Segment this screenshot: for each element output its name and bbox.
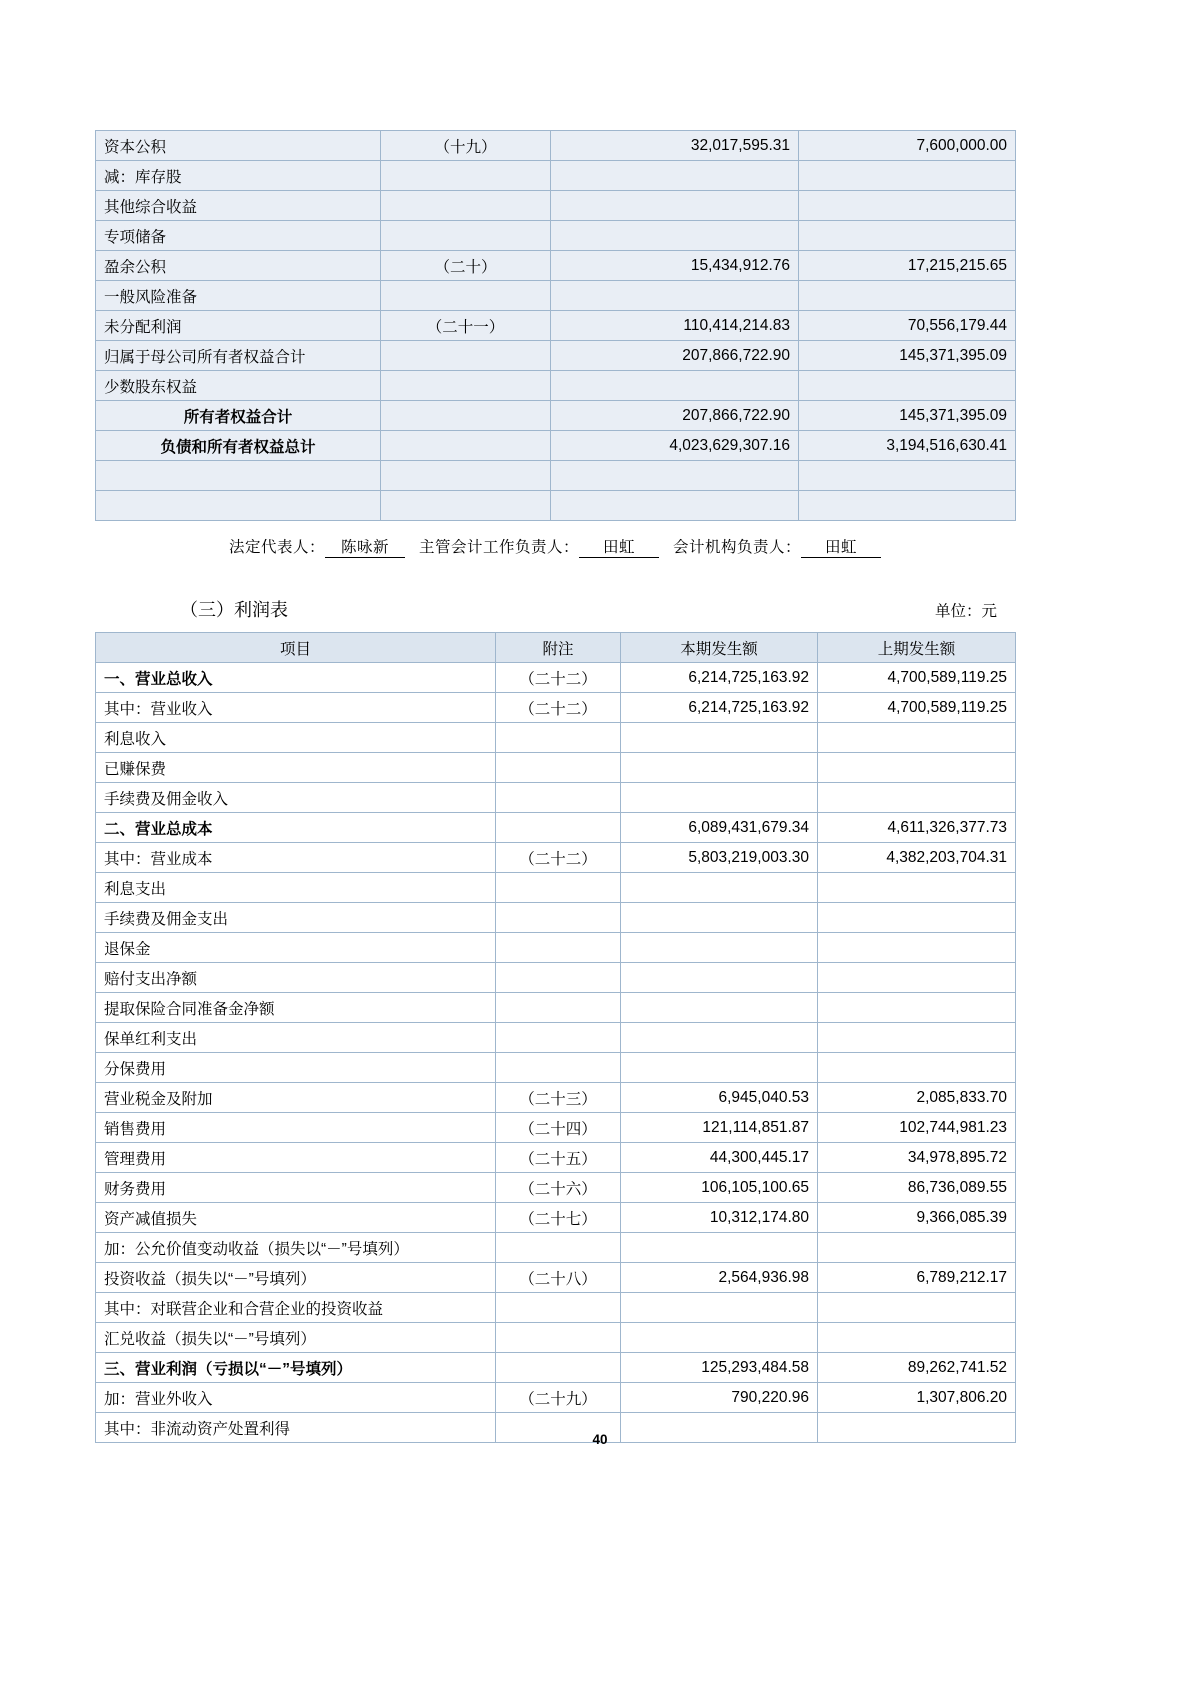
row-current: [621, 1233, 818, 1263]
row-previous: 70,556,179.44: [799, 311, 1016, 341]
header-previous: 上期发生额: [818, 633, 1016, 663]
table-row: [96, 221, 1016, 251]
accounting-org-label: 会计机构负责人：: [673, 539, 802, 556]
page-number: 40: [592, 1432, 608, 1447]
row-note: [496, 723, 621, 753]
row-current: 15,434,912.76: [551, 251, 799, 281]
row-current: [551, 491, 799, 521]
header-note: 附注: [496, 633, 621, 663]
row-current: 6,945,040.53: [621, 1083, 818, 1113]
table-row: [96, 843, 1016, 873]
row-item: 利息支出: [96, 873, 496, 903]
row-note: [496, 813, 621, 843]
row-current: 2,564,936.98: [621, 1263, 818, 1293]
row-note: （二十一）: [381, 311, 551, 341]
row-note: [496, 783, 621, 813]
row-item: 加：公允价值变动收益（损失以“－”号填列）: [96, 1233, 496, 1263]
row-current: 44,300,445.17: [621, 1143, 818, 1173]
row-note: （二十）: [381, 251, 551, 281]
row-note: [496, 1053, 621, 1083]
row-item: 分保费用: [96, 1053, 496, 1083]
legal-rep-value: 陈咏新: [325, 535, 405, 558]
income-statement-body: [96, 633, 1016, 1443]
row-current: 32,017,595.31: [551, 131, 799, 161]
row-note: [496, 1023, 621, 1053]
row-previous: [818, 1323, 1016, 1353]
row-current: 121,114,851.87: [621, 1113, 818, 1143]
row-previous: 86,736,089.55: [818, 1173, 1016, 1203]
row-current: [621, 1293, 818, 1323]
income-statement-table: [95, 632, 1016, 1443]
table-row: [96, 1053, 1016, 1083]
table-row: [96, 693, 1016, 723]
row-item: [96, 461, 381, 491]
row-item: 其中：非流动资产处置利得: [96, 1413, 496, 1443]
row-note: （二十七）: [496, 1203, 621, 1233]
row-current: [621, 993, 818, 1023]
row-previous: [799, 461, 1016, 491]
row-item: 财务费用: [96, 1173, 496, 1203]
row-current: [551, 461, 799, 491]
row-previous: [799, 281, 1016, 311]
row-item: 三、营业利润（亏损以“－”号填列）: [96, 1353, 496, 1383]
row-item: 其中：对联营企业和合营企业的投资收益: [96, 1293, 496, 1323]
row-note: （二十二）: [496, 693, 621, 723]
row-previous: 1,307,806.20: [818, 1383, 1016, 1413]
row-previous: 89,262,741.52: [818, 1353, 1016, 1383]
row-note: （二十二）: [496, 843, 621, 873]
table-row: [96, 1293, 1016, 1323]
table-row: [96, 813, 1016, 843]
row-current: [621, 1323, 818, 1353]
row-current: 125,293,484.58: [621, 1353, 818, 1383]
row-current: [551, 221, 799, 251]
row-item: 管理费用: [96, 1143, 496, 1173]
row-note: [496, 1293, 621, 1323]
table-row: [96, 1023, 1016, 1053]
row-item: 负债和所有者权益总计: [96, 431, 381, 461]
row-item: 二、营业总成本: [96, 813, 496, 843]
row-note: （二十四）: [496, 1113, 621, 1143]
row-note: （二十三）: [496, 1083, 621, 1113]
row-previous: 17,215,215.65: [799, 251, 1016, 281]
row-item: 加：营业外收入: [96, 1383, 496, 1413]
row-item: 少数股东权益: [96, 371, 381, 401]
row-current: [621, 1023, 818, 1053]
row-previous: [799, 191, 1016, 221]
section-title: （三）利润表: [180, 600, 288, 620]
row-previous: [799, 221, 1016, 251]
row-current: [621, 963, 818, 993]
table-row: [96, 131, 1016, 161]
chief-accounting-label: 主管会计工作负责人：: [418, 539, 579, 556]
row-item: 一、营业总收入: [96, 663, 496, 693]
row-item: [96, 491, 381, 521]
row-item: 盈余公积: [96, 251, 381, 281]
table-row: [96, 1143, 1016, 1173]
row-current: 207,866,722.90: [551, 401, 799, 431]
table-row: [96, 723, 1016, 753]
row-previous: [818, 723, 1016, 753]
row-previous: [818, 1293, 1016, 1323]
row-current: [551, 371, 799, 401]
row-current: 790,220.96: [621, 1383, 818, 1413]
row-item: 赔付支出净额: [96, 963, 496, 993]
row-note: [381, 341, 551, 371]
row-note: [496, 1233, 621, 1263]
row-current: 10,312,174.80: [621, 1203, 818, 1233]
row-previous: 145,371,395.09: [799, 341, 1016, 371]
table-row: [96, 251, 1016, 281]
table-row: [96, 191, 1016, 221]
accounting-org-value: 田虹: [801, 535, 881, 558]
row-item: 其中：营业成本: [96, 843, 496, 873]
row-previous: 6,789,212.17: [818, 1263, 1016, 1293]
table-row: [96, 933, 1016, 963]
header-current: 本期发生额: [621, 633, 818, 663]
table-row: [96, 1173, 1016, 1203]
row-note: [496, 903, 621, 933]
row-current: [621, 783, 818, 813]
row-item: 退保金: [96, 933, 496, 963]
table-row: [96, 161, 1016, 191]
row-item: 营业税金及附加: [96, 1083, 496, 1113]
section-unit: 单位：元: [934, 603, 997, 620]
row-previous: 4,700,589,119.25: [818, 693, 1016, 723]
table-row: [96, 1203, 1016, 1233]
table-row: [96, 1233, 1016, 1263]
row-note: （二十五）: [496, 1143, 621, 1173]
table-row: [96, 1083, 1016, 1113]
table-row: [96, 431, 1016, 461]
row-previous: [818, 933, 1016, 963]
row-note: [381, 191, 551, 221]
row-previous: [818, 873, 1016, 903]
table-row: [96, 1323, 1016, 1353]
row-current: 207,866,722.90: [551, 341, 799, 371]
table-row: [96, 281, 1016, 311]
row-current: 5,803,219,003.30: [621, 843, 818, 873]
row-previous: [799, 161, 1016, 191]
row-previous: 34,978,895.72: [818, 1143, 1016, 1173]
table-row: [96, 783, 1016, 813]
chief-accounting-value: 田虹: [579, 535, 659, 558]
table-row: [96, 1113, 1016, 1143]
row-current: 6,214,725,163.92: [621, 693, 818, 723]
row-item: 已赚保费: [96, 753, 496, 783]
row-previous: 4,611,326,377.73: [818, 813, 1016, 843]
row-current: [621, 903, 818, 933]
table-row: [96, 491, 1016, 521]
row-previous: 2,085,833.70: [818, 1083, 1016, 1113]
row-item: 销售费用: [96, 1113, 496, 1143]
row-previous: [799, 491, 1016, 521]
row-previous: 102,744,981.23: [818, 1113, 1016, 1143]
row-current: [551, 161, 799, 191]
row-note: [381, 491, 551, 521]
table-row: [96, 371, 1016, 401]
row-previous: [818, 963, 1016, 993]
row-item: 一般风险准备: [96, 281, 381, 311]
row-current: [621, 723, 818, 753]
row-current: [621, 1053, 818, 1083]
row-note: [381, 401, 551, 431]
table-row: [96, 753, 1016, 783]
table-row: [96, 1263, 1016, 1293]
row-item: 利息收入: [96, 723, 496, 753]
row-note: [381, 371, 551, 401]
row-current: 6,089,431,679.34: [621, 813, 818, 843]
row-item: 未分配利润: [96, 311, 381, 341]
row-item: 其他综合收益: [96, 191, 381, 221]
table-row: [96, 993, 1016, 1023]
row-note: [496, 993, 621, 1023]
row-previous: 3,194,516,630.41: [799, 431, 1016, 461]
row-current: 106,105,100.65: [621, 1173, 818, 1203]
row-note: （二十九）: [496, 1383, 621, 1413]
row-previous: [799, 371, 1016, 401]
row-item: 保单红利支出: [96, 1023, 496, 1053]
row-note: [496, 933, 621, 963]
row-previous: [818, 903, 1016, 933]
row-previous: [818, 783, 1016, 813]
row-current: [551, 281, 799, 311]
income-statement-heading: [95, 596, 1015, 626]
row-previous: [818, 1053, 1016, 1083]
row-previous: [818, 993, 1016, 1023]
row-note: [381, 431, 551, 461]
table-row: [96, 1383, 1016, 1413]
row-note: （十九）: [381, 131, 551, 161]
row-item: 汇兑收益（损失以“－”号填列）: [96, 1323, 496, 1353]
row-previous: 7,600,000.00: [799, 131, 1016, 161]
row-note: [381, 161, 551, 191]
row-note: （二十二）: [496, 663, 621, 693]
row-note: [496, 1323, 621, 1353]
legal-rep-label: 法定代表人：: [228, 539, 325, 556]
row-previous: [818, 1023, 1016, 1053]
row-current: 6,214,725,163.92: [621, 663, 818, 693]
row-item: 手续费及佣金支出: [96, 903, 496, 933]
row-note: （二十六）: [496, 1173, 621, 1203]
row-note: [496, 1353, 621, 1383]
table-row: [96, 963, 1016, 993]
row-item: 手续费及佣金收入: [96, 783, 496, 813]
row-item: 投资收益（损失以“－”号填列）: [96, 1263, 496, 1293]
table-row: [96, 1353, 1016, 1383]
table-row: [96, 873, 1016, 903]
header-item: 项目: [96, 633, 496, 663]
table-row: [96, 903, 1016, 933]
table-row: [96, 663, 1016, 693]
row-note: [496, 963, 621, 993]
row-note: （二十八）: [496, 1263, 621, 1293]
row-current: 4,023,629,307.16: [551, 431, 799, 461]
row-previous: [818, 753, 1016, 783]
row-previous: 4,382,203,704.31: [818, 843, 1016, 873]
row-previous: 4,700,589,119.25: [818, 663, 1016, 693]
row-current: [621, 933, 818, 963]
signature-line: [95, 535, 1015, 558]
row-previous: 145,371,395.09: [799, 401, 1016, 431]
row-note: [496, 873, 621, 903]
row-note: [381, 221, 551, 251]
row-current: [551, 191, 799, 221]
row-note: [381, 281, 551, 311]
table-row: [96, 311, 1016, 341]
row-item: 资产减值损失: [96, 1203, 496, 1233]
row-item: 资本公积: [96, 131, 381, 161]
table-row: [96, 401, 1016, 431]
row-note: [381, 461, 551, 491]
row-previous: [818, 1233, 1016, 1263]
row-current: [621, 753, 818, 783]
table-header-row: [96, 633, 1016, 663]
row-item: 归属于母公司所有者权益合计: [96, 341, 381, 371]
row-current: 110,414,214.83: [551, 311, 799, 341]
row-previous: 9,366,085.39: [818, 1203, 1016, 1233]
page-content: [95, 130, 1015, 1443]
balance-sheet-body: [96, 131, 1016, 521]
row-note: [496, 753, 621, 783]
row-item: 提取保险合同准备金净额: [96, 993, 496, 1023]
row-current: [621, 873, 818, 903]
table-row: [96, 461, 1016, 491]
row-item: 专项储备: [96, 221, 381, 251]
row-item: 减：库存股: [96, 161, 381, 191]
row-item: 其中：营业收入: [96, 693, 496, 723]
row-item: 所有者权益合计: [96, 401, 381, 431]
table-row: [96, 341, 1016, 371]
balance-sheet-continuation-table: [95, 130, 1016, 521]
